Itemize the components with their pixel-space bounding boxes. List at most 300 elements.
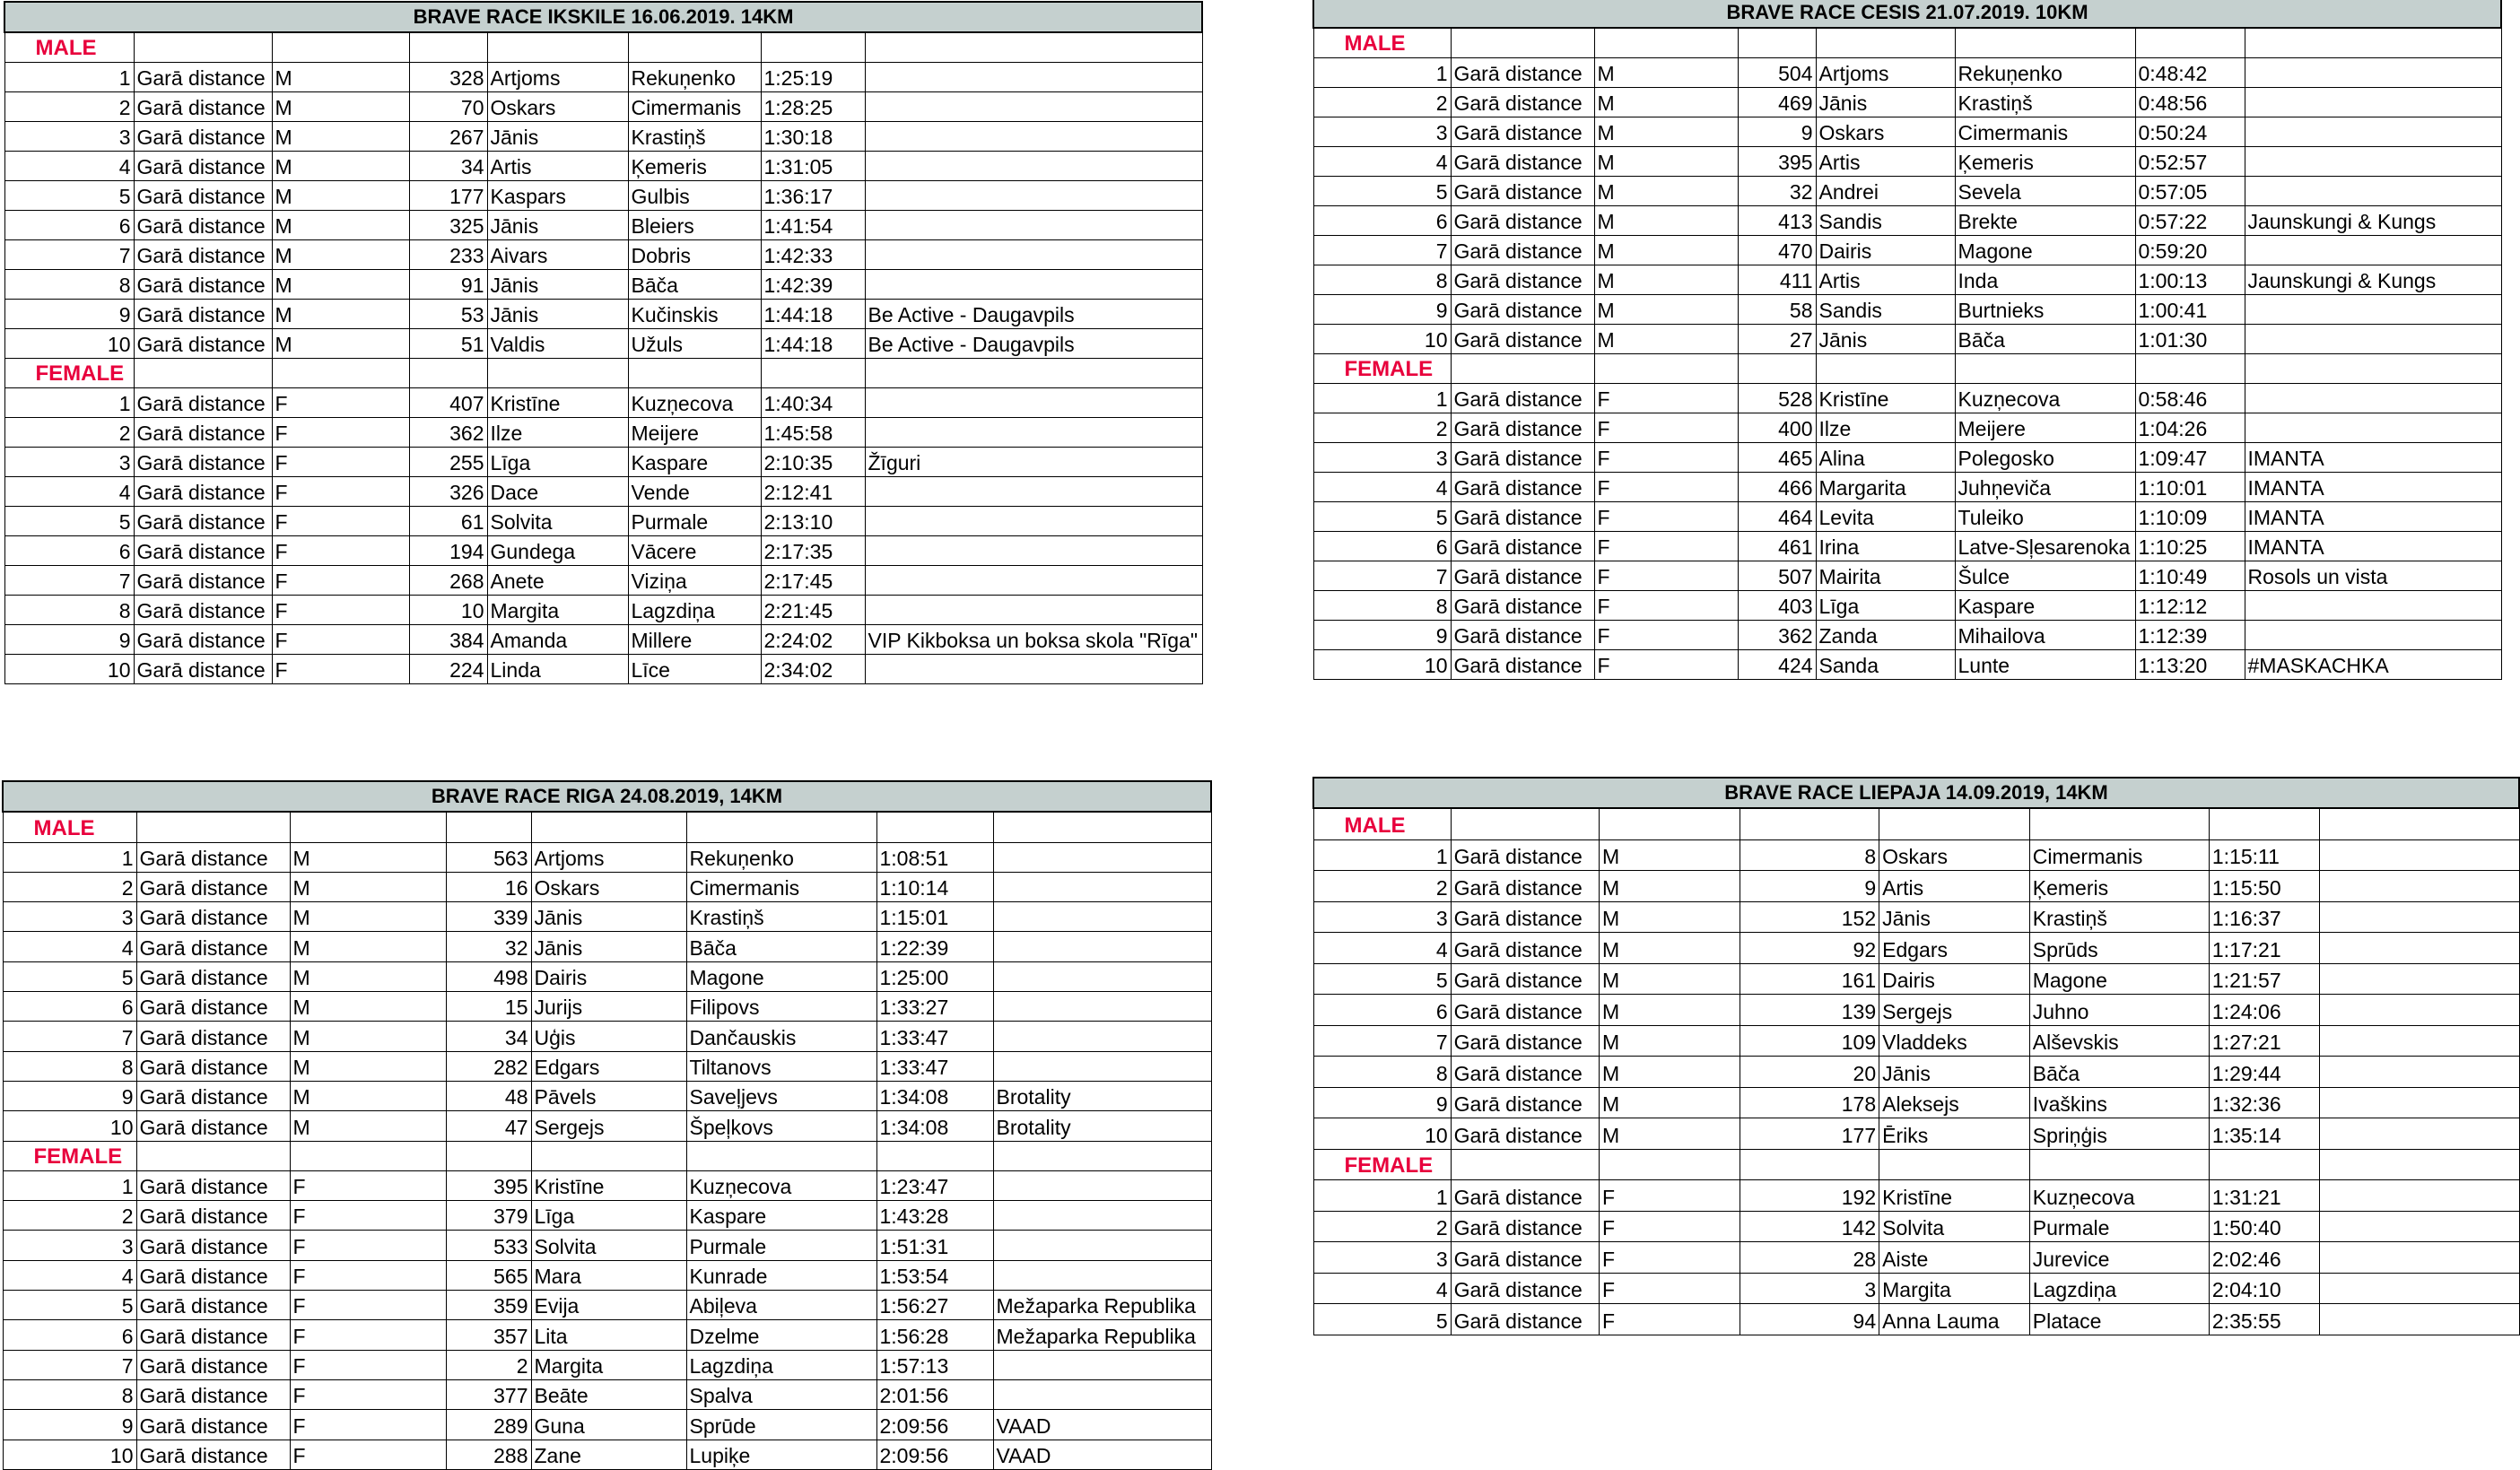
place-cell: 1 xyxy=(4,388,134,418)
table-title: BRAVE RACE IKSKILE 16.06.2019. 14KM xyxy=(4,2,1202,32)
place-cell: 9 xyxy=(1313,621,1451,650)
bib-cell: 16 xyxy=(446,872,531,901)
time-cell: 2:24:02 xyxy=(761,625,865,655)
place-cell: 2 xyxy=(3,1201,136,1231)
distance-cell: Garā distance xyxy=(1451,621,1594,650)
time-cell: 1:41:54 xyxy=(761,211,865,240)
time-cell: 1:10:49 xyxy=(2135,561,2245,591)
last-name-cell: Jurevice xyxy=(2029,1242,2209,1274)
last-name-cell: Krastiņš xyxy=(628,122,761,152)
last-name-cell: Dančauskis xyxy=(686,1022,876,1051)
bib-cell: 152 xyxy=(1740,901,1879,933)
first-name-cell: Kristīne xyxy=(531,1170,686,1200)
team-cell xyxy=(2245,621,2501,650)
bib-cell: 70 xyxy=(409,92,487,122)
empty-cell xyxy=(1816,28,1955,58)
last-name-cell: Lagzdiņa xyxy=(2029,1273,2209,1304)
distance-cell: Garā distance xyxy=(134,240,272,270)
bib-cell: 32 xyxy=(446,932,531,961)
time-cell: 1:24:06 xyxy=(2209,995,2319,1026)
bib-cell: 177 xyxy=(1740,1118,1879,1150)
distance-cell: Garā distance xyxy=(1451,1025,1599,1057)
team-cell xyxy=(2245,413,2501,443)
team-cell: Brotality xyxy=(993,1081,1211,1110)
last-name-cell: Alševskis xyxy=(2029,1025,2209,1057)
distance-cell: Garā distance xyxy=(136,1379,290,1409)
first-name-cell: Līga xyxy=(531,1201,686,1231)
empty-cell xyxy=(2209,808,2319,839)
team-cell xyxy=(2245,236,2501,265)
first-name-cell: Alina xyxy=(1816,443,1955,473)
last-name-cell: Polegosko xyxy=(1955,443,2135,473)
time-cell: 0:48:56 xyxy=(2135,88,2245,117)
place-cell: 3 xyxy=(3,902,136,932)
distance-cell: Garā distance xyxy=(1451,963,1599,995)
team-cell xyxy=(993,1379,1211,1409)
team-cell xyxy=(993,1051,1211,1081)
first-name-cell: Zanda xyxy=(1816,621,1955,650)
empty-cell xyxy=(2135,28,2245,58)
last-name-cell: Sprūds xyxy=(2029,933,2209,964)
table-row xyxy=(1313,325,2501,354)
table-row xyxy=(4,418,1202,448)
time-cell: 1:21:57 xyxy=(2209,963,2319,995)
first-name-cell: Guna xyxy=(531,1410,686,1440)
time-cell: 0:59:20 xyxy=(2135,236,2245,265)
first-name-cell: Dace xyxy=(487,477,628,507)
bib-cell: 288 xyxy=(446,1440,531,1469)
last-name-cell: Lagzdiņa xyxy=(628,596,761,625)
gender-cell: F xyxy=(272,507,409,536)
place-cell: 3 xyxy=(3,1231,136,1260)
gender-cell: M xyxy=(272,63,409,92)
gender-cell: F xyxy=(1594,413,1738,443)
distance-cell: Garā distance xyxy=(1451,413,1594,443)
empty-cell xyxy=(2209,1149,2319,1180)
last-name-cell: Vācere xyxy=(628,536,761,566)
last-name-cell: Magone xyxy=(686,961,876,991)
last-name-cell: Juhno xyxy=(2029,995,2209,1026)
distance-cell: Garā distance xyxy=(136,1291,290,1320)
last-name-cell: Ķemeris xyxy=(1955,147,2135,177)
first-name-cell: Artjoms xyxy=(487,63,628,92)
team-cell: VAAD xyxy=(993,1440,1211,1469)
team-cell xyxy=(865,181,1202,211)
place-cell: 9 xyxy=(1313,295,1451,325)
gender-cell: F xyxy=(272,388,409,418)
time-cell: 2:01:56 xyxy=(876,1379,993,1409)
place-cell: 3 xyxy=(4,448,134,477)
bib-cell: 142 xyxy=(1740,1211,1879,1242)
team-cell xyxy=(993,902,1211,932)
team-cell xyxy=(2319,1180,2519,1212)
team-cell xyxy=(2245,117,2501,147)
team-cell xyxy=(993,961,1211,991)
female-section-header xyxy=(1313,354,2501,384)
team-cell: Rosols un vista xyxy=(2245,561,2501,591)
place-cell: 10 xyxy=(3,1440,136,1469)
place-cell: 7 xyxy=(1313,1025,1451,1057)
table-row xyxy=(4,152,1202,181)
team-cell xyxy=(2319,1273,2519,1304)
bib-cell: 32 xyxy=(1738,177,1816,206)
first-name-cell: Jānis xyxy=(531,902,686,932)
time-cell: 1:56:28 xyxy=(876,1320,993,1350)
empty-cell xyxy=(1451,28,1594,58)
gender-cell: M xyxy=(1599,963,1740,995)
empty-cell xyxy=(531,812,686,842)
empty-cell xyxy=(865,359,1202,388)
table-title-row xyxy=(1313,0,2501,28)
place-cell: 10 xyxy=(3,1111,136,1141)
empty-cell xyxy=(409,359,487,388)
last-name-cell: Cimermanis xyxy=(1955,117,2135,147)
distance-cell: Garā distance xyxy=(136,1051,290,1081)
last-name-cell: Bāča xyxy=(1955,325,2135,354)
first-name-cell: Ēriks xyxy=(1879,1118,2030,1150)
male-label: MALE xyxy=(3,812,136,842)
team-cell xyxy=(993,1350,1211,1379)
first-name-cell: Oskars xyxy=(1879,839,2030,871)
table-row xyxy=(4,329,1202,359)
team-cell xyxy=(865,388,1202,418)
time-cell: 2:04:10 xyxy=(2209,1273,2319,1304)
place-cell: 6 xyxy=(1313,532,1451,561)
first-name-cell: Artis xyxy=(1816,147,1955,177)
time-cell: 1:29:44 xyxy=(2209,1057,2319,1088)
gender-cell: F xyxy=(1594,473,1738,502)
gender-cell: M xyxy=(290,1022,446,1051)
first-name-cell: Margita xyxy=(487,596,628,625)
male-section-header xyxy=(1313,28,2501,58)
place-cell: 4 xyxy=(1313,933,1451,964)
empty-cell xyxy=(446,812,531,842)
gender-cell: F xyxy=(290,1291,446,1320)
team-cell xyxy=(2319,963,2519,995)
table-row xyxy=(3,1291,1211,1320)
table-row xyxy=(1313,206,2501,236)
distance-cell: Garā distance xyxy=(134,92,272,122)
place-cell: 4 xyxy=(1313,473,1451,502)
first-name-cell: Solvita xyxy=(1879,1211,2030,1242)
gender-cell: M xyxy=(272,181,409,211)
time-cell: 1:27:21 xyxy=(2209,1025,2319,1057)
time-cell: 1:15:50 xyxy=(2209,871,2319,902)
empty-cell xyxy=(1738,28,1816,58)
team-cell xyxy=(2319,933,2519,964)
table-row xyxy=(3,1260,1211,1290)
time-cell: 1:17:21 xyxy=(2209,933,2319,964)
empty-cell xyxy=(1816,354,1955,384)
last-name-cell: Meijere xyxy=(1955,413,2135,443)
team-cell: Be Active - Daugavpils xyxy=(865,300,1202,329)
first-name-cell: Mara xyxy=(531,1260,686,1290)
last-name-cell: Spriņģis xyxy=(2029,1118,2209,1150)
team-cell xyxy=(2245,88,2501,117)
time-cell: 1:13:20 xyxy=(2135,650,2245,680)
last-name-cell: Dzelme xyxy=(686,1320,876,1350)
empty-cell xyxy=(136,812,290,842)
time-cell: 1:09:47 xyxy=(2135,443,2245,473)
first-name-cell: Līga xyxy=(487,448,628,477)
last-name-cell: Tuleiko xyxy=(1955,502,2135,532)
distance-cell: Garā distance xyxy=(134,477,272,507)
place-cell: 2 xyxy=(1313,88,1451,117)
distance-cell: Garā distance xyxy=(134,270,272,300)
first-name-cell: Amanda xyxy=(487,625,628,655)
table-row xyxy=(4,507,1202,536)
table-row xyxy=(1313,1118,2519,1150)
first-name-cell: Beāte xyxy=(531,1379,686,1409)
team-cell xyxy=(865,477,1202,507)
last-name-cell: Cimermanis xyxy=(2029,839,2209,871)
place-cell: 2 xyxy=(1313,413,1451,443)
first-name-cell: Jānis xyxy=(487,270,628,300)
bib-cell: 15 xyxy=(446,992,531,1022)
gender-cell: F xyxy=(290,1201,446,1231)
distance-cell: Garā distance xyxy=(136,1410,290,1440)
place-cell: 8 xyxy=(1313,1057,1451,1088)
gender-cell: M xyxy=(1594,236,1738,265)
first-name-cell: Margarita xyxy=(1816,473,1955,502)
first-name-cell: Sandis xyxy=(1816,295,1955,325)
table-row xyxy=(4,448,1202,477)
time-cell: 1:44:18 xyxy=(761,300,865,329)
last-name-cell: Rekuņenko xyxy=(628,63,761,92)
time-cell: 0:58:46 xyxy=(2135,384,2245,413)
last-name-cell: Kaspare xyxy=(628,448,761,477)
table-row xyxy=(1313,413,2501,443)
gender-cell: M xyxy=(1599,871,1740,902)
gender-cell: F xyxy=(290,1410,446,1440)
place-cell: 3 xyxy=(1313,1242,1451,1274)
empty-cell xyxy=(1594,28,1738,58)
empty-cell xyxy=(761,359,865,388)
team-cell xyxy=(865,596,1202,625)
time-cell: 0:57:05 xyxy=(2135,177,2245,206)
table-row xyxy=(1313,88,2501,117)
place-cell: 5 xyxy=(1313,502,1451,532)
bib-cell: 507 xyxy=(1738,561,1816,591)
empty-cell xyxy=(876,1141,993,1170)
team-cell xyxy=(2319,871,2519,902)
table-row xyxy=(1313,1087,2519,1118)
team-cell: VIP Kikboksa un boksa skola "Rīga" xyxy=(865,625,1202,655)
last-name-cell: Bāča xyxy=(2029,1057,2209,1088)
first-name-cell: Jānis xyxy=(531,932,686,961)
place-cell: 9 xyxy=(3,1081,136,1110)
empty-cell xyxy=(1740,1149,1879,1180)
last-name-cell: Meijere xyxy=(628,418,761,448)
distance-cell: Garā distance xyxy=(1451,58,1594,88)
time-cell: 1:12:12 xyxy=(2135,591,2245,621)
gender-cell: F xyxy=(272,536,409,566)
distance-cell: Garā distance xyxy=(136,842,290,872)
empty-cell xyxy=(1955,354,2135,384)
results-table-liepaja xyxy=(1312,777,2520,1335)
gender-cell: M xyxy=(272,270,409,300)
first-name-cell: Jānis xyxy=(1879,901,2030,933)
bib-cell: 563 xyxy=(446,842,531,872)
distance-cell: Garā distance xyxy=(1451,325,1594,354)
distance-cell: Garā distance xyxy=(136,1111,290,1141)
place-cell: 4 xyxy=(4,152,134,181)
table-row xyxy=(4,211,1202,240)
distance-cell: Garā distance xyxy=(1451,117,1594,147)
empty-cell xyxy=(876,812,993,842)
place-cell: 6 xyxy=(3,1320,136,1350)
distance-cell: Garā distance xyxy=(1451,995,1599,1026)
empty-cell xyxy=(134,32,272,63)
place-cell: 1 xyxy=(3,842,136,872)
empty-cell xyxy=(1879,1149,2030,1180)
table-row xyxy=(1313,995,2519,1026)
table-row xyxy=(4,122,1202,152)
team-cell xyxy=(2319,1057,2519,1088)
time-cell: 1:23:47 xyxy=(876,1170,993,1200)
bib-cell: 464 xyxy=(1738,502,1816,532)
bib-cell: 94 xyxy=(1740,1304,1879,1335)
place-cell: 1 xyxy=(1313,384,1451,413)
time-cell: 1:35:14 xyxy=(2209,1118,2319,1150)
first-name-cell: Artis xyxy=(1879,871,2030,902)
last-name-cell: Abiļeva xyxy=(686,1291,876,1320)
place-cell: 5 xyxy=(1313,963,1451,995)
first-name-cell: Artis xyxy=(1816,265,1955,295)
distance-cell: Garā distance xyxy=(136,1170,290,1200)
time-cell: 2:34:02 xyxy=(761,655,865,684)
gender-cell: F xyxy=(272,596,409,625)
last-name-cell: Cimermanis xyxy=(628,92,761,122)
distance-cell: Garā distance xyxy=(134,122,272,152)
empty-cell xyxy=(272,359,409,388)
gender-cell: F xyxy=(290,1379,446,1409)
place-cell: 10 xyxy=(1313,650,1451,680)
bib-cell: 9 xyxy=(1740,871,1879,902)
last-name-cell: Magone xyxy=(1955,236,2135,265)
place-cell: 3 xyxy=(1313,443,1451,473)
time-cell: 2:17:45 xyxy=(761,566,865,596)
empty-cell xyxy=(290,812,446,842)
distance-cell: Garā distance xyxy=(134,596,272,625)
table-row xyxy=(1313,839,2519,871)
distance-cell: Garā distance xyxy=(1451,839,1599,871)
distance-cell: Garā distance xyxy=(1451,502,1594,532)
empty-cell xyxy=(2319,1149,2519,1180)
place-cell: 2 xyxy=(4,92,134,122)
bib-cell: 34 xyxy=(446,1022,531,1051)
team-cell xyxy=(993,992,1211,1022)
distance-cell: Garā distance xyxy=(1451,1118,1599,1150)
empty-cell xyxy=(686,812,876,842)
first-name-cell: Jurijs xyxy=(531,992,686,1022)
time-cell: 1:33:47 xyxy=(876,1022,993,1051)
bib-cell: 504 xyxy=(1738,58,1816,88)
time-cell: 0:50:24 xyxy=(2135,117,2245,147)
gender-cell: F xyxy=(290,1170,446,1200)
gender-cell: F xyxy=(272,477,409,507)
empty-cell xyxy=(1451,354,1594,384)
first-name-cell: Artjoms xyxy=(531,842,686,872)
place-cell: 9 xyxy=(3,1410,136,1440)
bib-cell: 51 xyxy=(409,329,487,359)
bib-cell: 139 xyxy=(1740,995,1879,1026)
table-row xyxy=(1313,963,2519,995)
bib-cell: 10 xyxy=(409,596,487,625)
first-name-cell: Kaspars xyxy=(487,181,628,211)
bib-cell: 533 xyxy=(446,1231,531,1260)
gender-cell: M xyxy=(1599,1087,1740,1118)
place-cell: 4 xyxy=(3,1260,136,1290)
gender-cell: F xyxy=(1594,532,1738,561)
gender-cell: F xyxy=(1599,1304,1740,1335)
gender-cell: M xyxy=(1599,1057,1740,1088)
empty-cell xyxy=(865,32,1202,63)
first-name-cell: Oskars xyxy=(1816,117,1955,147)
last-name-cell: Ivaškins xyxy=(2029,1087,2209,1118)
team-cell xyxy=(993,842,1211,872)
table-title-row xyxy=(3,781,1211,812)
table-row xyxy=(3,1081,1211,1110)
bib-cell: 384 xyxy=(409,625,487,655)
distance-cell: Garā distance xyxy=(134,329,272,359)
time-cell: 2:21:45 xyxy=(761,596,865,625)
bib-cell: 3 xyxy=(1740,1273,1879,1304)
team-cell xyxy=(2245,177,2501,206)
gender-cell: M xyxy=(290,992,446,1022)
team-cell: Mežaparka Republika xyxy=(993,1320,1211,1350)
team-cell xyxy=(865,240,1202,270)
last-name-cell: Purmale xyxy=(686,1231,876,1260)
distance-cell: Garā distance xyxy=(134,536,272,566)
gender-cell: F xyxy=(290,1350,446,1379)
place-cell: 8 xyxy=(4,596,134,625)
last-name-cell: Bāča xyxy=(628,270,761,300)
table-title: BRAVE RACE RIGA 24.08.2019, 14KM xyxy=(3,781,1211,812)
distance-cell: Garā distance xyxy=(136,872,290,901)
last-name-cell: Kunrade xyxy=(686,1260,876,1290)
team-cell: IMANTA xyxy=(2245,443,2501,473)
table-row xyxy=(4,625,1202,655)
bib-cell: 161 xyxy=(1740,963,1879,995)
results-table-ikskile xyxy=(4,1,1203,684)
team-cell xyxy=(865,655,1202,684)
place-cell: 4 xyxy=(4,477,134,507)
table-row xyxy=(1313,561,2501,591)
distance-cell: Garā distance xyxy=(134,655,272,684)
empty-cell xyxy=(446,1141,531,1170)
place-cell: 6 xyxy=(1313,206,1451,236)
team-cell: Mežaparka Republika xyxy=(993,1291,1211,1320)
last-name-cell: Magone xyxy=(2029,963,2209,995)
table-row xyxy=(3,1379,1211,1409)
table-row xyxy=(3,1201,1211,1231)
gender-cell: M xyxy=(1599,1025,1740,1057)
male-section-header xyxy=(1313,808,2519,839)
empty-cell xyxy=(531,1141,686,1170)
gender-cell: M xyxy=(290,932,446,961)
first-name-cell: Aivars xyxy=(487,240,628,270)
table-row xyxy=(3,872,1211,901)
first-name-cell: Oskars xyxy=(487,92,628,122)
bib-cell: 61 xyxy=(409,507,487,536)
gender-cell: F xyxy=(1599,1211,1740,1242)
time-cell: 1:30:18 xyxy=(761,122,865,152)
time-cell: 1:25:00 xyxy=(876,961,993,991)
gender-cell: F xyxy=(272,448,409,477)
table-row xyxy=(4,536,1202,566)
last-name-cell: Burtnieks xyxy=(1955,295,2135,325)
